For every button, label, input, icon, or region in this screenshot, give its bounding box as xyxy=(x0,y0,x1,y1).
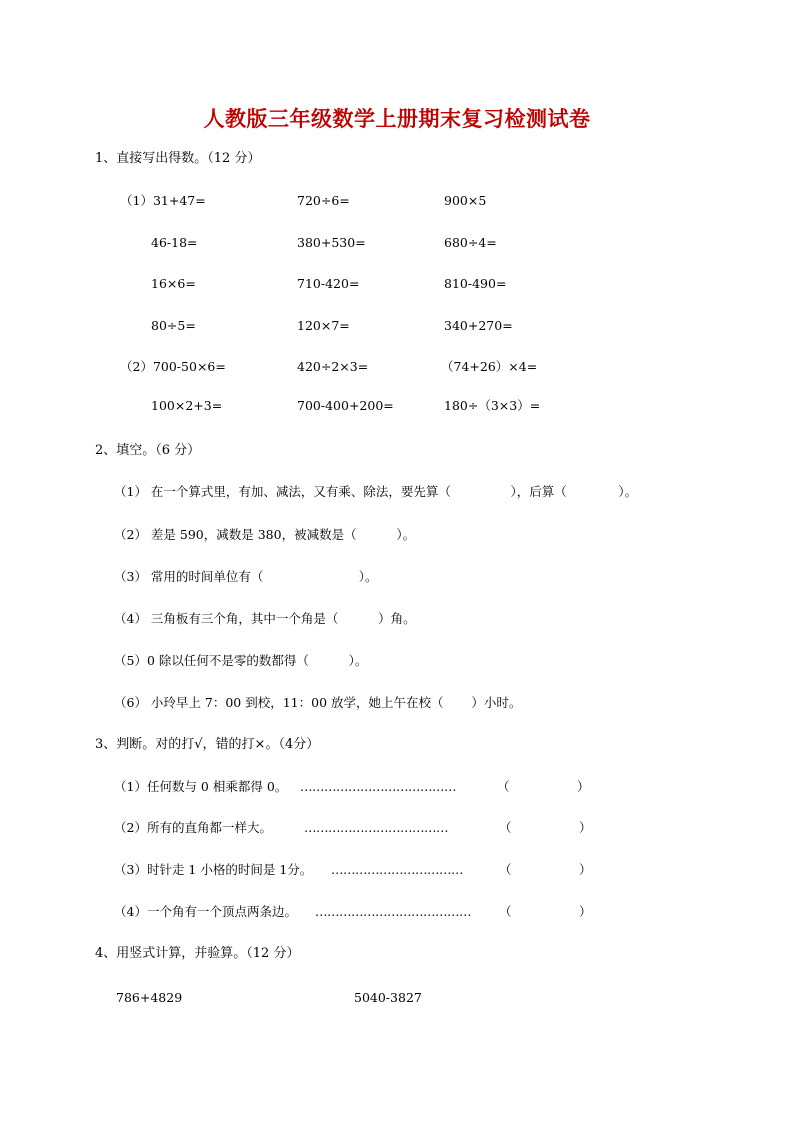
q2-item-5: （5）0 除以任何不是零的数都得（ ）。 xyxy=(114,653,368,668)
q3-heading: 3、判断。对的打√，错的打×。（4分） xyxy=(95,737,320,752)
q3-item-3-dots: …………………………… xyxy=(331,862,463,877)
q3-item-2-text: （2）所有的直角都一样大。 xyxy=(114,820,272,835)
q1-row5-col3: （74+26）×4= xyxy=(441,359,538,374)
q1-row4-col2: 120×7= xyxy=(297,318,350,333)
q1-row3-col1: 16×6= xyxy=(151,276,196,291)
q3-item-4-text: （4）一个角有一个顶点两条边。 xyxy=(114,904,297,919)
q3-item-2-dots: ……………………………… xyxy=(304,820,448,835)
q3-item-3-blank: （ ） xyxy=(499,862,592,877)
q1-row2-col1: 46-18= xyxy=(151,235,198,250)
q3-item-2-blank: （ ） xyxy=(499,820,592,835)
q2-item-2: （2） 差是 590，减数是 380，被减数是（ ）。 xyxy=(114,527,416,542)
q3-item-1-text: （1）任何数与 0 相乘都得 0。 xyxy=(114,779,288,794)
q1-heading: 1、直接写出得数。（12 分） xyxy=(95,151,261,166)
q1-row6-col3: 180÷（3×3）= xyxy=(444,398,541,413)
q3-item-1-blank: （ ） xyxy=(497,779,590,794)
q1-row6-col2: 700-400+200= xyxy=(297,398,394,413)
q2-item-4: （4） 三角板有三个角，其中一个角是（ ）角。 xyxy=(114,611,416,626)
q2-heading: 2、填空。（6 分） xyxy=(95,443,201,458)
q1-row5-col1: （2）700-50×6= xyxy=(120,359,226,374)
q3-item-4-dots: ………………………………… xyxy=(315,904,471,919)
q1-row4-col1: 80÷5= xyxy=(151,318,196,333)
q1-row4-col3: 340+270= xyxy=(444,318,513,333)
q4-problem-2: 5040-3827 xyxy=(354,990,422,1005)
q4-heading: 4、用竖式计算，并验算。（12 分） xyxy=(95,946,300,961)
q1-row3-col2: 710-420= xyxy=(297,276,360,291)
q2-item-6: （6） 小玲早上 7：00 到校，11：00 放学，她上午在校（ ）小时。 xyxy=(114,695,522,710)
q2-item-1: （1） 在一个算式里，有加、减法，又有乘、除法，要先算（ ），后算（ ）。 xyxy=(114,484,638,499)
q1-row6-col1: 100×2+3= xyxy=(151,398,223,413)
q1-row2-col3: 680÷4= xyxy=(444,235,497,250)
q1-row5-col2: 420÷2×3= xyxy=(297,359,369,374)
q1-row1-col2: 720÷6= xyxy=(297,193,350,208)
q1-row2-col2: 380+530= xyxy=(297,235,366,250)
q1-row3-col3: 810-490= xyxy=(444,276,507,291)
q1-row1-col1: （1）31+47= xyxy=(120,193,206,208)
q2-item-3: （3） 常用的时间单位有（ ）。 xyxy=(114,569,378,584)
q1-row1-col3: 900×5 xyxy=(444,193,487,208)
page-title: 人教版三年级数学上册期末复习检测试卷 xyxy=(203,107,591,131)
q4-problem-1: 786+4829 xyxy=(116,990,183,1005)
q3-item-1-dots: ………………………………… xyxy=(300,779,456,794)
q3-item-4-blank: （ ） xyxy=(499,904,592,919)
q3-item-3-text: （3）时针走 1 小格的时间是 1分。 xyxy=(114,862,313,877)
